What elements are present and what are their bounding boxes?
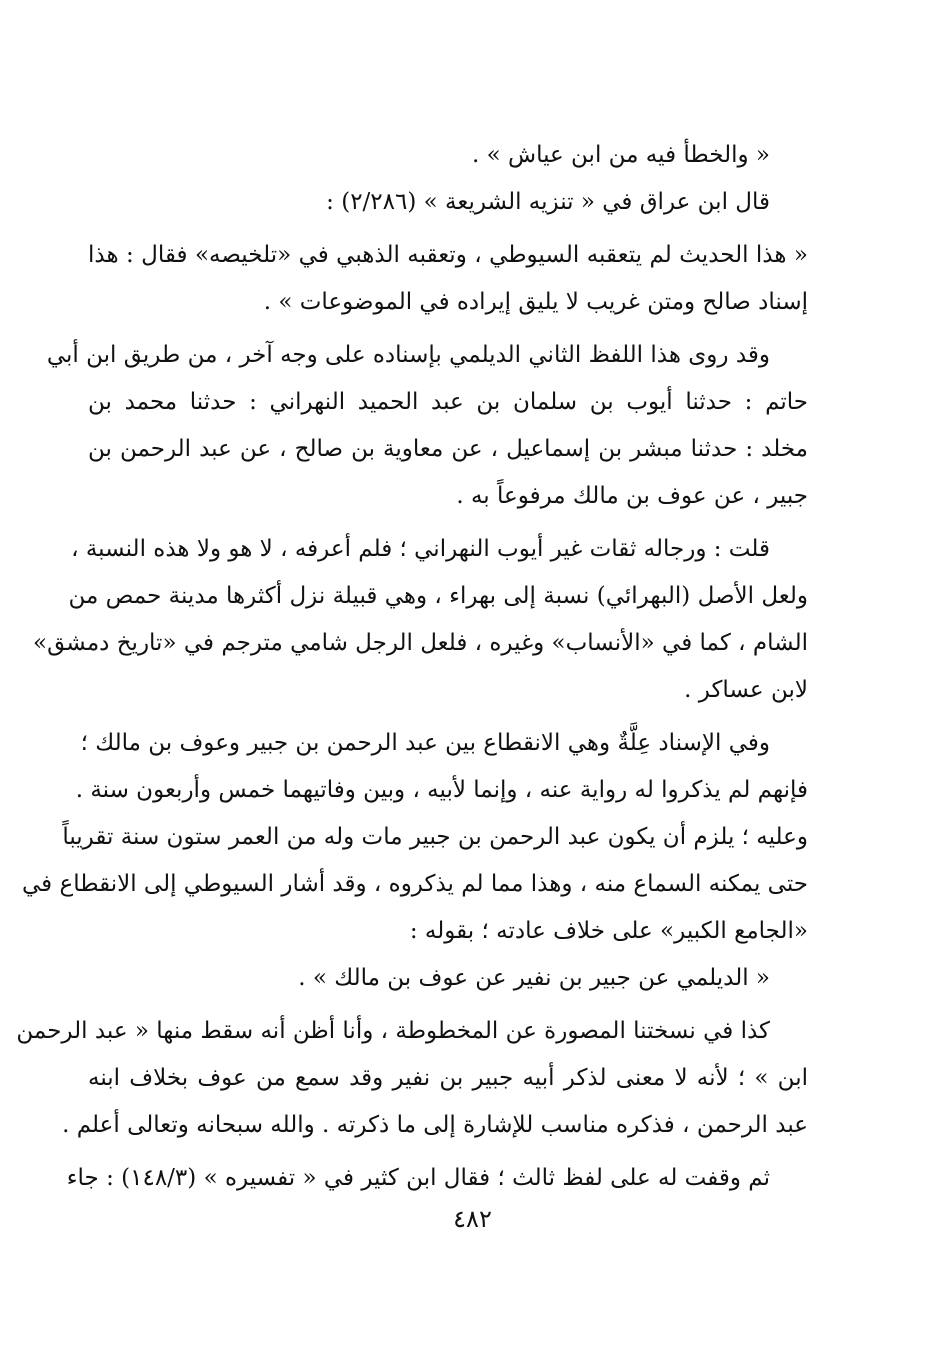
paragraph xyxy=(88,132,808,179)
text-line: ثم وقفت له على لفظ ثالث ؛ فقال ابن كثير في « تفسيره » (١٤٨/٣) : جاء xyxy=(66,1165,770,1191)
text-line: إسناد صالح ومتن غريب لا يليق إيراده في الموضوعات » . xyxy=(263,289,808,315)
text-line: « هذا الحديث لم يتعقبه السيوطي ، وتعقبه الذهبي في «تلخيصه» فقال : هذا xyxy=(88,242,808,268)
text-line: « الديلمي عن جبير بن نفير عن عوف بن مالك » . xyxy=(298,965,770,991)
text-line: ولعل الأصل (البهرائي) نسبة إلى بهراء ، وهي قبيلة نزل أكثرها مدينة حمص من xyxy=(68,583,808,609)
text-line: لابن عساكر . xyxy=(684,677,808,703)
paragraph xyxy=(22,720,808,955)
page-number: ٤٨٢ xyxy=(453,1205,492,1233)
paragraph xyxy=(88,179,808,226)
text-line: الشام ، كما في «الأنساب» وغيره ، فلعل الرجل شامي مترجم في «تاريخ دمشق» xyxy=(33,630,808,656)
text-line: « والخطأ فيه من ابن عياش » . xyxy=(471,142,770,168)
text-line: فإنهم لم يذكروا له رواية عنه ، وإنما لأبيه ، وبين وفاتيهما خمس وأربعون سنة . xyxy=(75,777,808,803)
text-line: قال ابن عراق في « تنزيه الشريعة » (٢/٢٨٦) : xyxy=(326,189,770,215)
paragraph xyxy=(66,1155,808,1202)
text-line: مخلد : حدثنا مبشر بن إسماعيل ، عن معاوية بن صالح ، عن عبد الرحمن بن xyxy=(88,436,808,462)
text-line: حتى يمكنه السماع منه ، وهذا مما لم يذكروه ، وقد أشار السيوطي إلى الانقطاع في xyxy=(22,871,808,897)
text-line: قلت : ورجاله ثقات غير أيوب النهراني ؛ فلم أعرفه ، لا هو ولا هذه النسبة ، xyxy=(71,536,770,562)
text-line: كذا في نسختنا المصورة عن المخطوطة ، وأنا أظن أنه سقط منها « عبد الرحمن xyxy=(16,1018,770,1044)
paragraph xyxy=(46,332,808,520)
text-line: وقد روى هذا اللفظ الثاني الديلمي بإسناده على وجه آخر ، من طريق ابن أبي xyxy=(46,342,770,368)
text-line: وفي الإسناد عِلَّةٌ وهي الانقطاع بين عبد الرحمن بن جبير وعوف بن مالك ؛ xyxy=(80,730,770,756)
text-line: ابن » ؛ لأنه لا معنى لذكر أبيه جبير بن نفير وقد سمع من عوف بخلاف ابنه xyxy=(88,1065,808,1091)
text-line: عبد الرحمن ، فذكره مناسب للإشارة إلى ما ذكرته . والله سبحانه وتعالى أعلم . xyxy=(62,1112,808,1138)
paragraph xyxy=(16,1008,808,1149)
paragraph xyxy=(88,955,808,1002)
paragraph xyxy=(33,526,808,714)
text-line: وعليه ؛ يلزم أن يكون عبد الرحمن بن جبير مات وله من العمر ستون سنة تقريباً xyxy=(62,824,808,850)
paragraph xyxy=(88,232,808,326)
text-line: حاتم : حدثنا أيوب بن سلمان بن عبد الحميد النهراني : حدثنا محمد بن xyxy=(88,389,808,415)
page-body xyxy=(16,132,808,1202)
text-line: جبير ، عن عوف بن مالك مرفوعاً به . xyxy=(456,483,808,509)
text-line: «الجامع الكبير» على خلاف عادته ؛ بقوله : xyxy=(409,918,808,944)
